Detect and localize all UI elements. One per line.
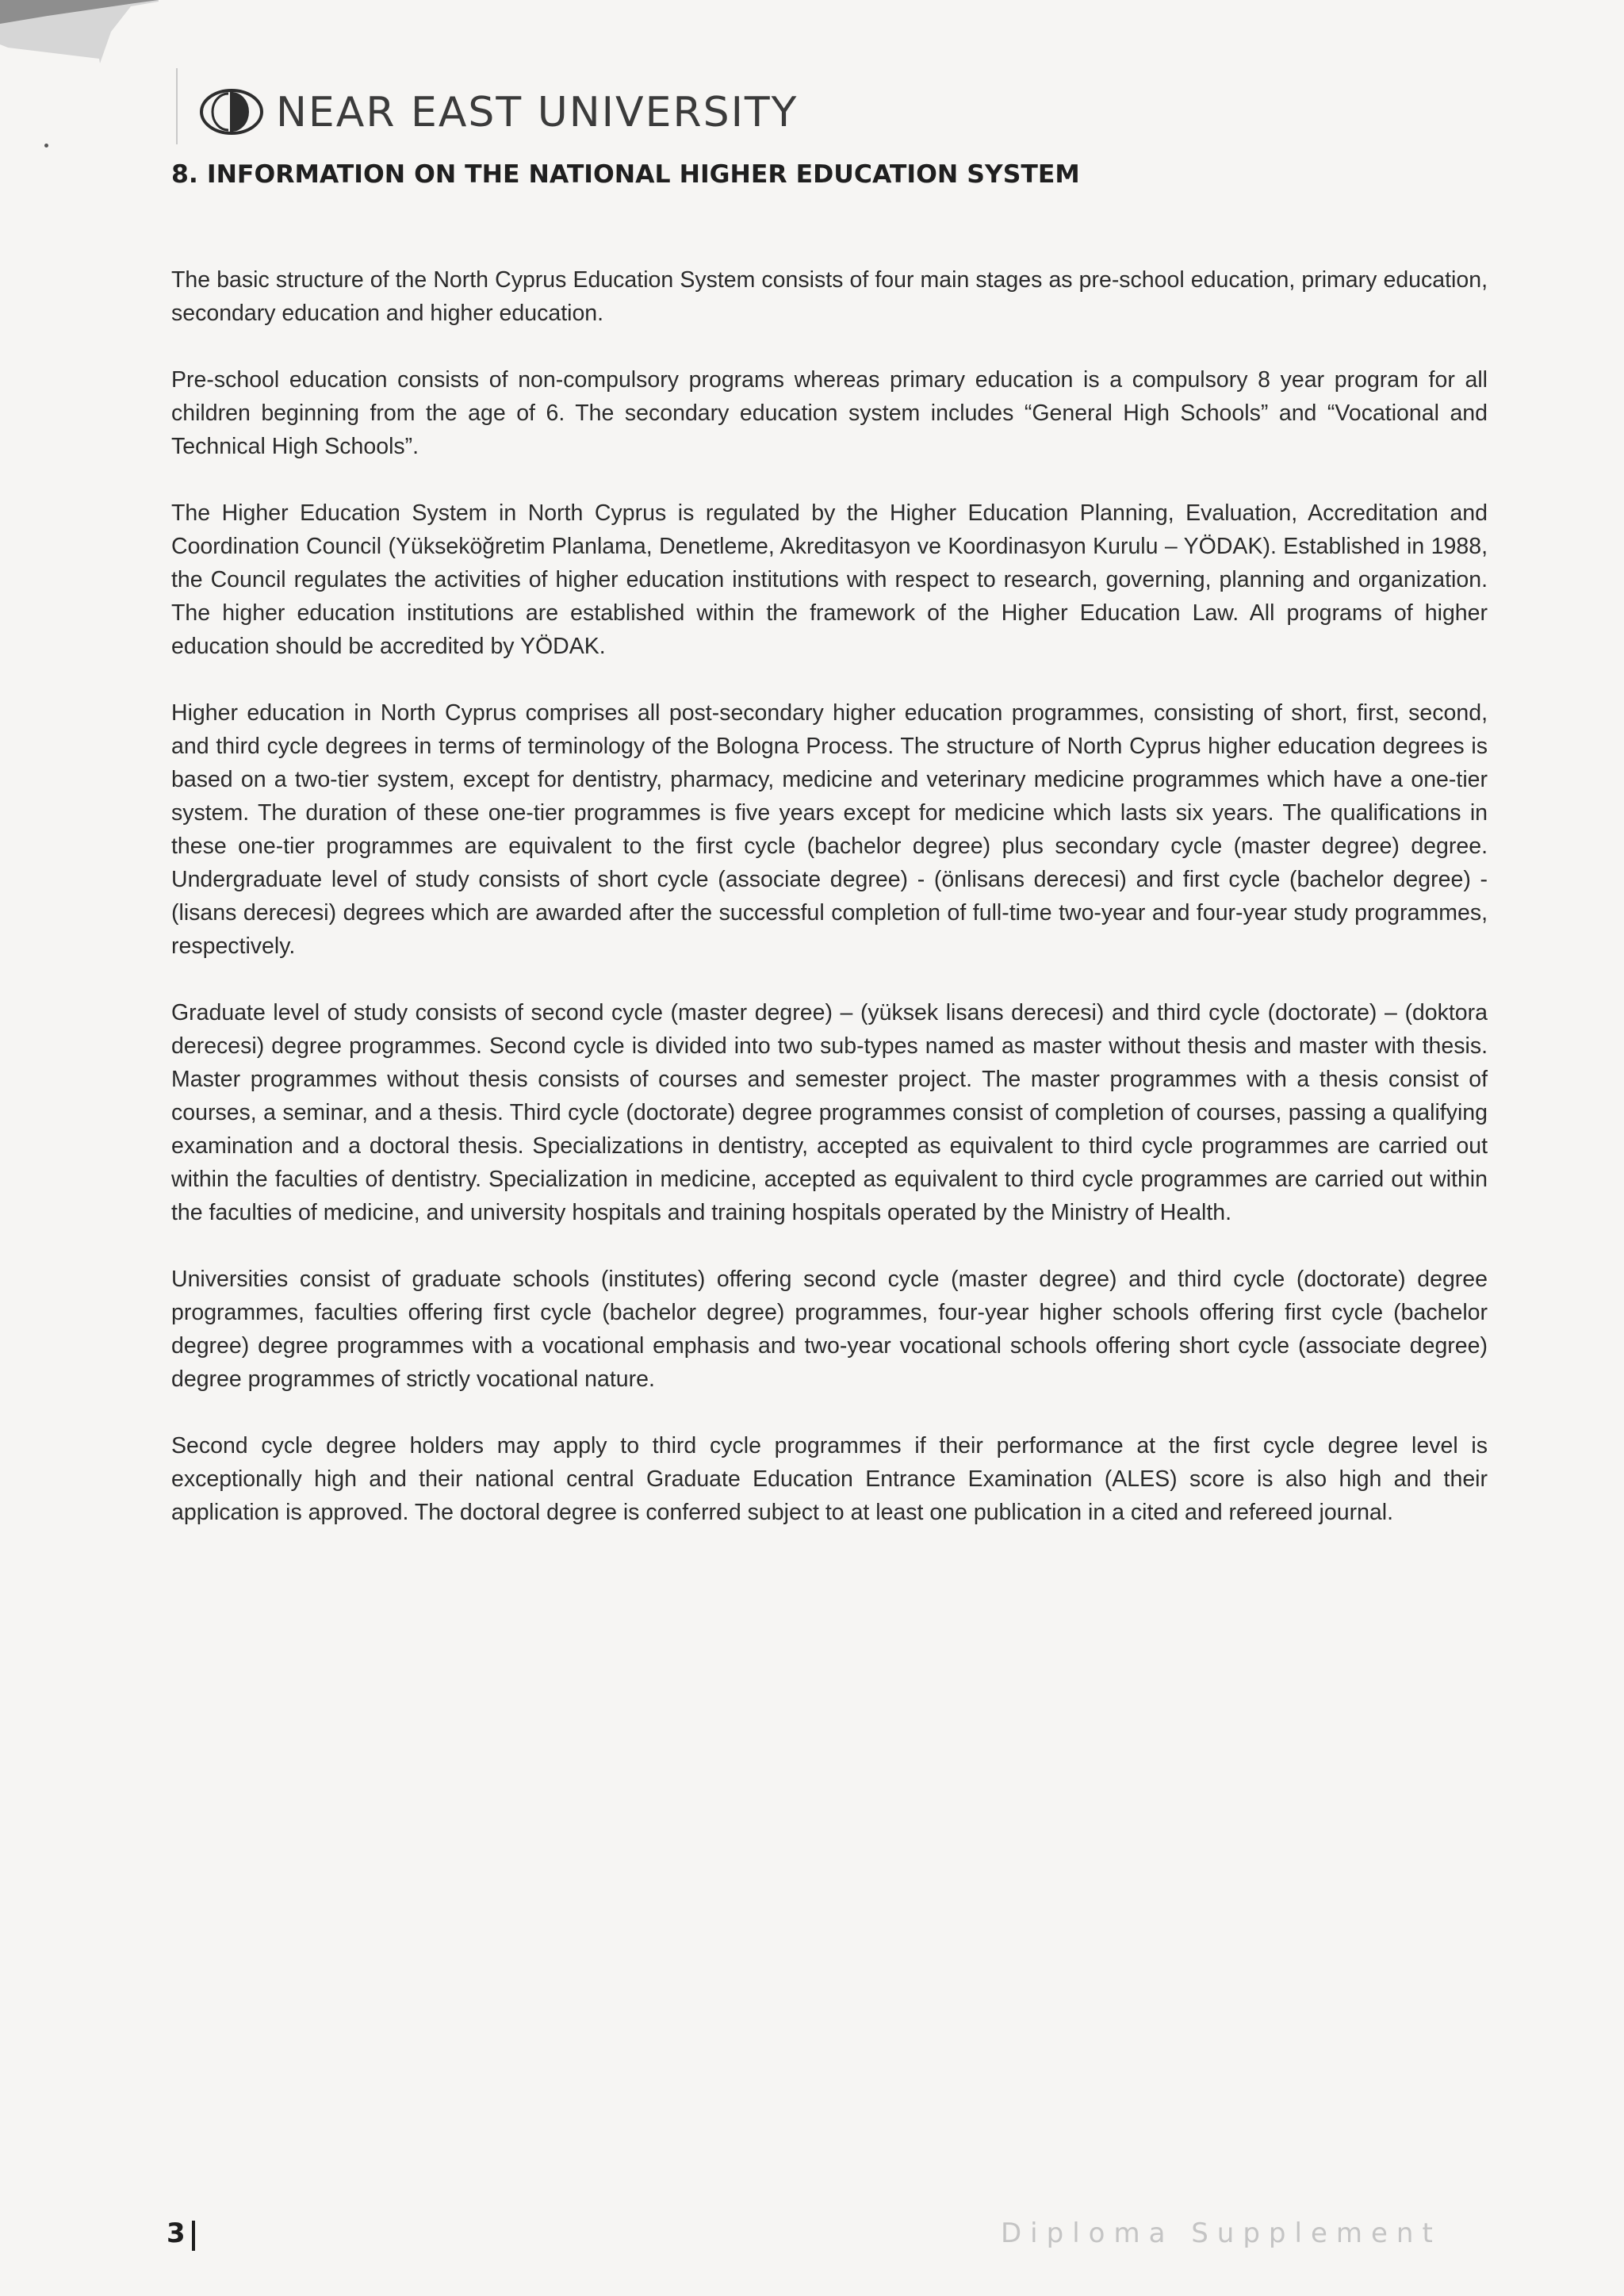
near-east-university-logo-icon — [197, 87, 266, 136]
paragraph-third-cycle-admission: Second cycle degree holders may apply to third cycle programmes if their performance at the first cycle degree level is exceptionally high and their national central Graduate Education Entrance Examination (ALES) score is also high and their application is approved. The doctoral degree is conferred subject to at least one publication in a cited and refereed journal. — [171, 1433, 1488, 1525]
document-body — [171, 263, 1488, 1562]
scan-corner-shadow — [0, 0, 159, 63]
page-number-divider — [192, 2221, 195, 2251]
paragraph-higher-education-council: The Higher Education System in North Cyprus is regulated by the Higher Education Planning, Evaluation, Accreditation and Coordination Council (Yükseköğretim Planlama, Denetleme, Akreditasyon ve Koordinasyon Kurulu – YÖDAK). Established in 1988, the Council regulates the activities of higher education institutions with respect to research, governing, planning and organization. The higher education institutions are established within the framework of the Higher Education Law. All programs of higher education should be accredited by YÖDAK. — [171, 500, 1488, 659]
section-title: 8. INFORMATION ON THE NATIONAL HIGHER EDUCATION SYSTEM — [171, 160, 1080, 189]
paragraph-education-structure: The basic structure of the North Cyprus Education System consists of four main stages as pre-school education, primary education, secondary education and higher education. — [171, 267, 1488, 326]
paragraph-preschool-primary-secondary: Pre-school education consists of non-compulsory programs whereas primary education is a compulsory 8 year program for all children beginning from the age of 6. The secondary education system includes “General High Schools” and “Vocational and Technical High Schools”. — [171, 367, 1488, 459]
header-divider — [176, 68, 178, 144]
document-footer-label: Diploma Supplement — [1001, 2217, 1442, 2249]
paragraph-graduate-level: Graduate level of study consists of second cycle (master degree) – (yüksek lisans derecesi) and third cycle (doctorate) – (doktora derecesi) degree programmes. Second cycle is divided into two sub-types named as master without thesis and master with thesis. Master programmes without thesis consists of courses and semester project. The master programmes with a thesis consist of courses, a seminar, and a thesis. Third cycle (doctorate) degree programmes consist of completion of courses, passing a qualifying examination and a doctoral thesis. Specializations in dentistry, accepted as equivalent to third cycle programmes are carried out within the faculties of dentistry. Specialization in medicine, accepted as equivalent to third cycle programmes are carried out within the faculties of medicine, and university hospitals and training hospitals operated by the Ministry of Health. — [171, 1000, 1488, 1225]
university-name: NEAR EAST UNIVERSITY — [276, 89, 799, 136]
scan-speck — [44, 144, 48, 148]
paragraph-universities: Universities consist of graduate schools (institutes) offering second cycle (master degree) and third cycle (doctorate) degree programmes, faculties offering first cycle (bachelor degree) programmes, four-year higher schools offering first cycle (bachelor degree) degree programmes with a vocational emphasis and two-year vocational schools offering short cycle (associate degree) degree programmes of strictly vocational nature. — [171, 1267, 1488, 1392]
paragraph-higher-education-degrees: Higher education in North Cyprus comprises all post-secondary higher education programmes, consisting of short, first, second, and third cycle degrees in terms of terminology of the Bologna Process. The structure of North Cyprus higher education degrees is based on a two-tier system, except for dentistry, pharmacy, medicine and veterinary medicine programmes which have a one-tier system. The duration of these one-tier programmes is five years except for medicine which lasts six years. The qualifications in these one-tier programmes are equivalent to the first cycle (bachelor degree) plus secondary cycle (master degree) degree. Undergraduate level of study consists of short cycle (associate degree) - (önlisans derecesi) and first cycle (bachelor degree) - (lisans derecesi) degrees which are awarded after the successful completion of full-time two-year and four-year study programmes, respectively. — [171, 700, 1488, 959]
page-number: 3 — [167, 2217, 186, 2249]
